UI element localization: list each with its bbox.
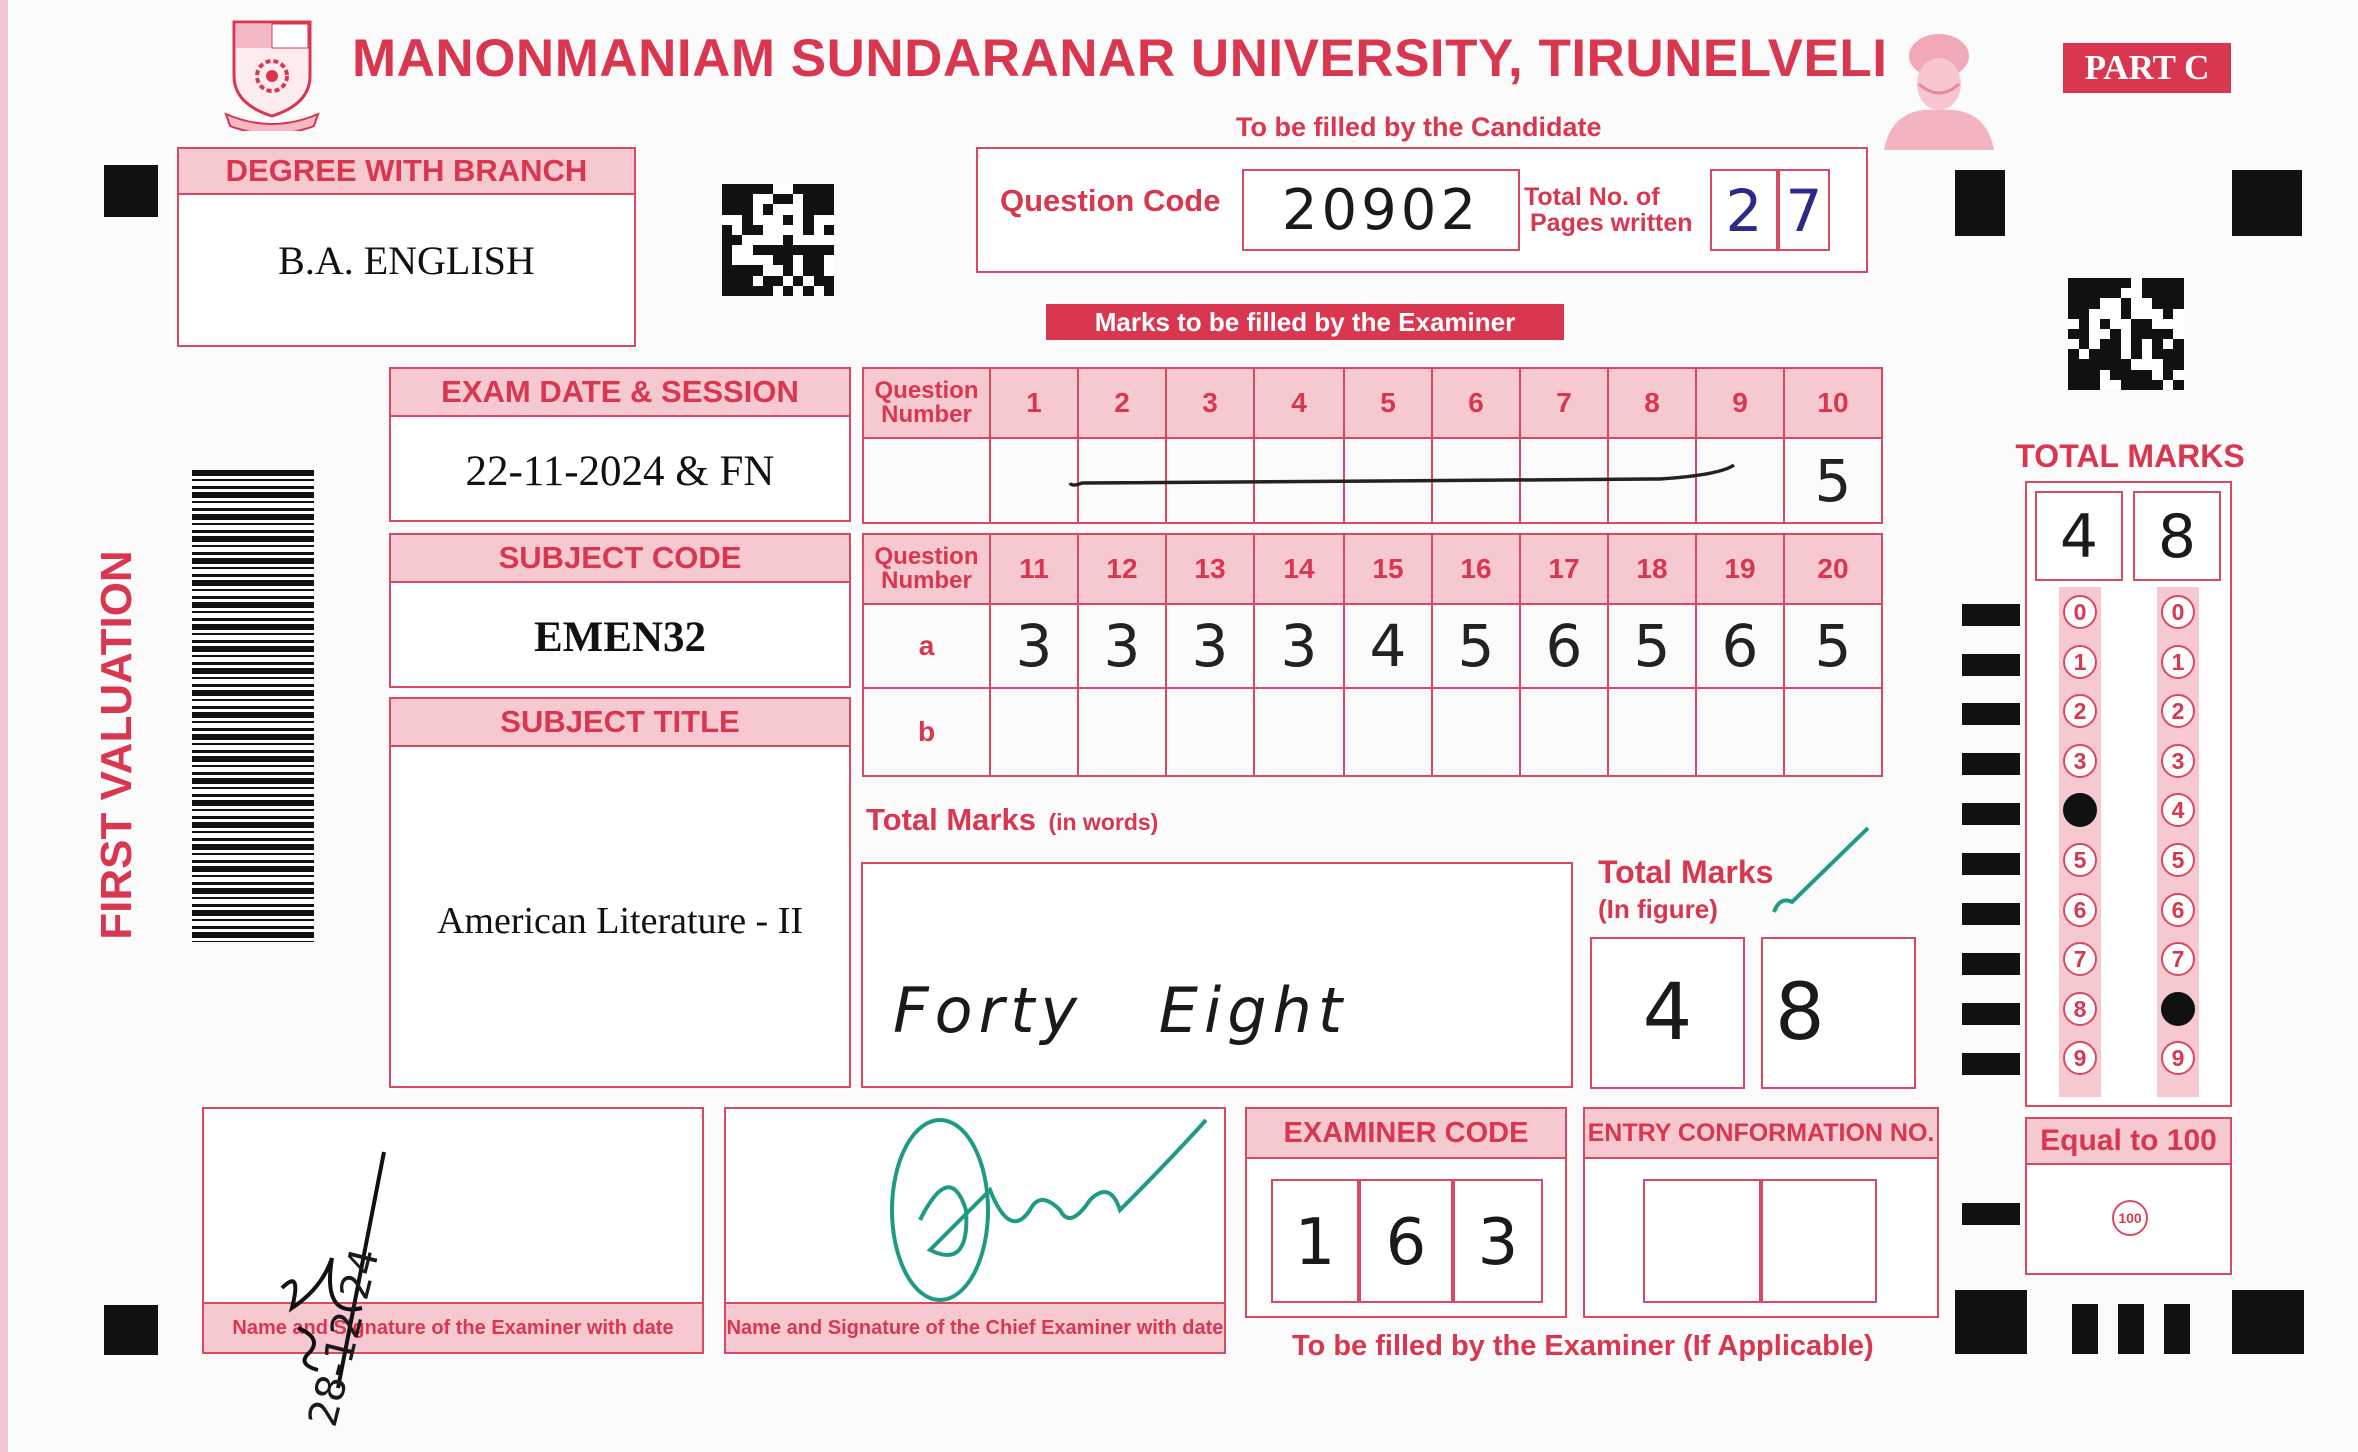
timing-mark bbox=[1962, 753, 2020, 775]
row-b-label: b bbox=[863, 688, 990, 776]
total-figure-sub: (In figure) bbox=[1598, 894, 1718, 924]
score-bubble-9[interactable]: 9 bbox=[2161, 1041, 2195, 1075]
alignment-mark-top-left bbox=[104, 165, 158, 217]
mark-cell-18b bbox=[1608, 688, 1696, 776]
total-marks-tens-digit: 4 bbox=[2035, 491, 2123, 581]
alignment-mark-bottom-left bbox=[104, 1305, 158, 1355]
pages-digit-2: 7 bbox=[1778, 169, 1830, 251]
mark-cell-15b bbox=[1344, 688, 1432, 776]
exam-date-header: EXAM DATE & SESSION bbox=[391, 369, 849, 417]
mark-cell-19b bbox=[1696, 688, 1784, 776]
mark-cell-11b bbox=[990, 688, 1078, 776]
question-number-13: 13 bbox=[1166, 534, 1254, 604]
question-number-18: 18 bbox=[1608, 534, 1696, 604]
mark-cell-11a: 3 bbox=[990, 604, 1078, 688]
question-number-1: 1 bbox=[990, 368, 1078, 438]
timing-bar bbox=[2118, 1304, 2144, 1354]
score-bubble-2[interactable]: 2 bbox=[2161, 694, 2195, 728]
question-number-17: 17 bbox=[1520, 534, 1608, 604]
entry-confirmation-field-1[interactable] bbox=[1643, 1179, 1761, 1303]
question-number-19: 19 bbox=[1696, 534, 1784, 604]
timing-mark bbox=[1962, 1203, 2020, 1225]
subject-title-box bbox=[389, 697, 851, 1088]
mark-cell-16b bbox=[1432, 688, 1520, 776]
score-bubble-6[interactable]: 6 bbox=[2161, 893, 2195, 927]
score-bubble-7[interactable]: 7 bbox=[2063, 942, 2097, 976]
timing-mark bbox=[1962, 803, 2020, 825]
examiner-code-digit-3: 3 bbox=[1453, 1179, 1543, 1303]
score-bubble-4[interactable]: 4 bbox=[2161, 793, 2195, 827]
qr-code bbox=[2068, 278, 2184, 390]
timing-mark bbox=[1962, 1053, 2020, 1075]
question-code-label: Question Code bbox=[1000, 183, 1221, 218]
pages-digit-1: 2 bbox=[1710, 169, 1778, 251]
entry-confirmation-box bbox=[1583, 1107, 1939, 1318]
university-emblem bbox=[222, 16, 322, 131]
timing-mark bbox=[1962, 1003, 2020, 1025]
examiner-code-digit-1: 1 bbox=[1271, 1179, 1359, 1303]
row-a-label: a bbox=[863, 604, 990, 688]
question-number-11: 11 bbox=[990, 534, 1078, 604]
question-number-20: 20 bbox=[1784, 534, 1882, 604]
score-bubble-1[interactable]: 1 bbox=[2063, 645, 2097, 679]
total-marks-panel-header: TOTAL MARKS bbox=[2015, 438, 2245, 474]
mark-cell-13a: 3 bbox=[1166, 604, 1254, 688]
question-number-15: 15 bbox=[1344, 534, 1432, 604]
total-marks-units-digit: 8 bbox=[2133, 491, 2221, 581]
score-bubble-5[interactable]: 5 bbox=[2063, 843, 2097, 877]
timing-mark bbox=[1962, 654, 2020, 676]
question-number-9: 9 bbox=[1696, 368, 1784, 438]
question-number-12: 12 bbox=[1078, 534, 1166, 604]
equal-to-header: Equal to 100 bbox=[2027, 1119, 2230, 1165]
question-code-box bbox=[976, 147, 1868, 273]
timing-mark bbox=[1962, 604, 2020, 626]
barcode bbox=[192, 470, 314, 942]
university-title: MANONMANIAM SUNDARANAR UNIVERSITY, TIRUNELVELI bbox=[352, 29, 1888, 88]
founder-portrait bbox=[1874, 22, 2004, 150]
subject-code-header: SUBJECT CODE bbox=[391, 535, 849, 583]
score-bubble-8[interactable] bbox=[2161, 992, 2195, 1026]
mark-cell-14a: 3 bbox=[1254, 604, 1344, 688]
score-bubble-3[interactable]: 3 bbox=[2063, 744, 2097, 778]
timing-bar bbox=[2072, 1304, 2098, 1354]
mark-cell-13b bbox=[1166, 688, 1254, 776]
mark-cell-19a: 6 bbox=[1696, 604, 1784, 688]
chief-signature bbox=[870, 1100, 1220, 1320]
question-number-6: 6 bbox=[1432, 368, 1520, 438]
score-bubble-5[interactable]: 5 bbox=[2161, 843, 2195, 877]
checkmark-icon bbox=[1766, 822, 1876, 922]
subject-title-header: SUBJECT TITLE bbox=[391, 699, 849, 747]
question-number-3: 3 bbox=[1166, 368, 1254, 438]
subject-code-box bbox=[389, 533, 851, 688]
mark-cell-20a: 5 bbox=[1784, 604, 1882, 688]
timing-bar bbox=[2164, 1304, 2190, 1354]
cancel-stroke bbox=[1060, 455, 1740, 495]
timing-mark bbox=[1962, 903, 2020, 925]
mark-cell-12b bbox=[1078, 688, 1166, 776]
examiner-banner: Marks to be filled by the Examiner bbox=[1046, 304, 1564, 340]
total-words-value: Forty Eight bbox=[893, 974, 1349, 1047]
left-edge-rule bbox=[0, 0, 8, 1452]
score-bubble-7[interactable]: 7 bbox=[2161, 942, 2195, 976]
degree-header: DEGREE WITH BRANCH bbox=[179, 149, 634, 195]
timing-mark bbox=[1962, 853, 2020, 875]
equal-to-box bbox=[2025, 1117, 2232, 1275]
alignment-mark-bottom-mid bbox=[1955, 1290, 2027, 1354]
pages-label-line1: Total No. of bbox=[1524, 183, 1660, 211]
question-number-16: 16 bbox=[1432, 534, 1520, 604]
score-bubble-0[interactable]: 0 bbox=[2063, 595, 2097, 629]
question-number-label: Question Number bbox=[863, 368, 990, 438]
examiner-signature-caption: Name and Signature of the Examiner with date bbox=[204, 1302, 702, 1352]
chief-signature-caption: Name and Signature of the Chief Examiner with date bbox=[726, 1302, 1224, 1352]
score-bubble-0[interactable]: 0 bbox=[2161, 595, 2195, 629]
total-words-title: Total Marks bbox=[866, 802, 1036, 837]
question-number-10: 10 bbox=[1784, 368, 1882, 438]
marks-grid-1-10 bbox=[862, 367, 1883, 524]
score-bubble-8[interactable]: 8 bbox=[2063, 992, 2097, 1026]
question-number-4: 4 bbox=[1254, 368, 1344, 438]
examiner-signature-date: 28-12-24 bbox=[300, 1243, 389, 1432]
marks-grid-11-20 bbox=[862, 533, 1883, 777]
total-figure-digit-2: 8 bbox=[1761, 937, 1916, 1089]
subject-title-value: American Literature - II bbox=[436, 900, 804, 942]
timing-mark bbox=[1962, 703, 2020, 725]
examiner-code-header: EXAMINER CODE bbox=[1247, 1109, 1565, 1159]
total-words-sub: (in words) bbox=[1048, 809, 1159, 835]
mark-cell-12a: 3 bbox=[1078, 604, 1166, 688]
entry-confirmation-field-2[interactable] bbox=[1761, 1179, 1877, 1303]
part-badge: PART C bbox=[2063, 43, 2231, 93]
subject-code-value: EMEN32 bbox=[534, 614, 706, 661]
total-figure-label: Total Marks bbox=[1598, 854, 1774, 890]
mark-cell-15a: 4 bbox=[1344, 604, 1432, 688]
question-number-label: Question Number bbox=[863, 534, 990, 604]
examiner-code-box bbox=[1245, 1107, 1567, 1318]
mark-cell-empty bbox=[863, 438, 990, 523]
examiner-code-digit-2: 6 bbox=[1359, 1179, 1453, 1303]
total-marks-panel bbox=[2025, 481, 2232, 1107]
score-bubble-9[interactable]: 9 bbox=[2063, 1041, 2097, 1075]
total-words-box bbox=[861, 862, 1573, 1088]
mark-cell-14b bbox=[1254, 688, 1344, 776]
hundred-badge: 100 bbox=[2112, 1200, 2148, 1236]
timing-mark bbox=[1962, 953, 2020, 975]
question-number-2: 2 bbox=[1078, 368, 1166, 438]
score-bubble-1[interactable]: 1 bbox=[2161, 645, 2195, 679]
mark-cell-20b bbox=[1784, 688, 1882, 776]
mark-cell-16a: 5 bbox=[1432, 604, 1520, 688]
mark-cell-17b bbox=[1520, 688, 1608, 776]
exam-date-value: 22-11-2024 & FN bbox=[465, 448, 775, 495]
mark-cell-10: 5 bbox=[1784, 438, 1882, 523]
first-valuation-label: FIRST VALUATION bbox=[92, 550, 141, 940]
examiner-note: To be filled by the Examiner (If Applicable) bbox=[1292, 1330, 1874, 1362]
alignment-mark-top-mid bbox=[1955, 170, 2005, 236]
question-number-5: 5 bbox=[1344, 368, 1432, 438]
candidate-note: To be filled by the Candidate bbox=[1236, 112, 1602, 142]
score-bubble-6[interactable]: 6 bbox=[2063, 893, 2097, 927]
question-number-14: 14 bbox=[1254, 534, 1344, 604]
pages-label-line2: Pages written bbox=[1530, 209, 1693, 237]
mark-cell-18a: 5 bbox=[1608, 604, 1696, 688]
exam-date-box bbox=[389, 367, 851, 522]
score-bubble-3[interactable]: 3 bbox=[2161, 744, 2195, 778]
degree-value: B.A. ENGLISH bbox=[278, 238, 535, 283]
qr-code bbox=[722, 184, 834, 296]
mark-cell-17a: 6 bbox=[1520, 604, 1608, 688]
question-code-value: 20902 bbox=[1242, 169, 1520, 251]
entry-confirmation-header: ENTRY CONFORMATION NO. bbox=[1585, 1109, 1937, 1159]
alignment-mark-bottom-right bbox=[2232, 1290, 2304, 1354]
degree-box bbox=[177, 147, 636, 347]
score-bubble-2[interactable]: 2 bbox=[2063, 694, 2097, 728]
total-figure-digit-1: 4 bbox=[1590, 937, 1745, 1089]
alignment-mark-top-right bbox=[2232, 170, 2302, 236]
question-number-7: 7 bbox=[1520, 368, 1608, 438]
question-number-8: 8 bbox=[1608, 368, 1696, 438]
total-words-label bbox=[866, 802, 1158, 838]
